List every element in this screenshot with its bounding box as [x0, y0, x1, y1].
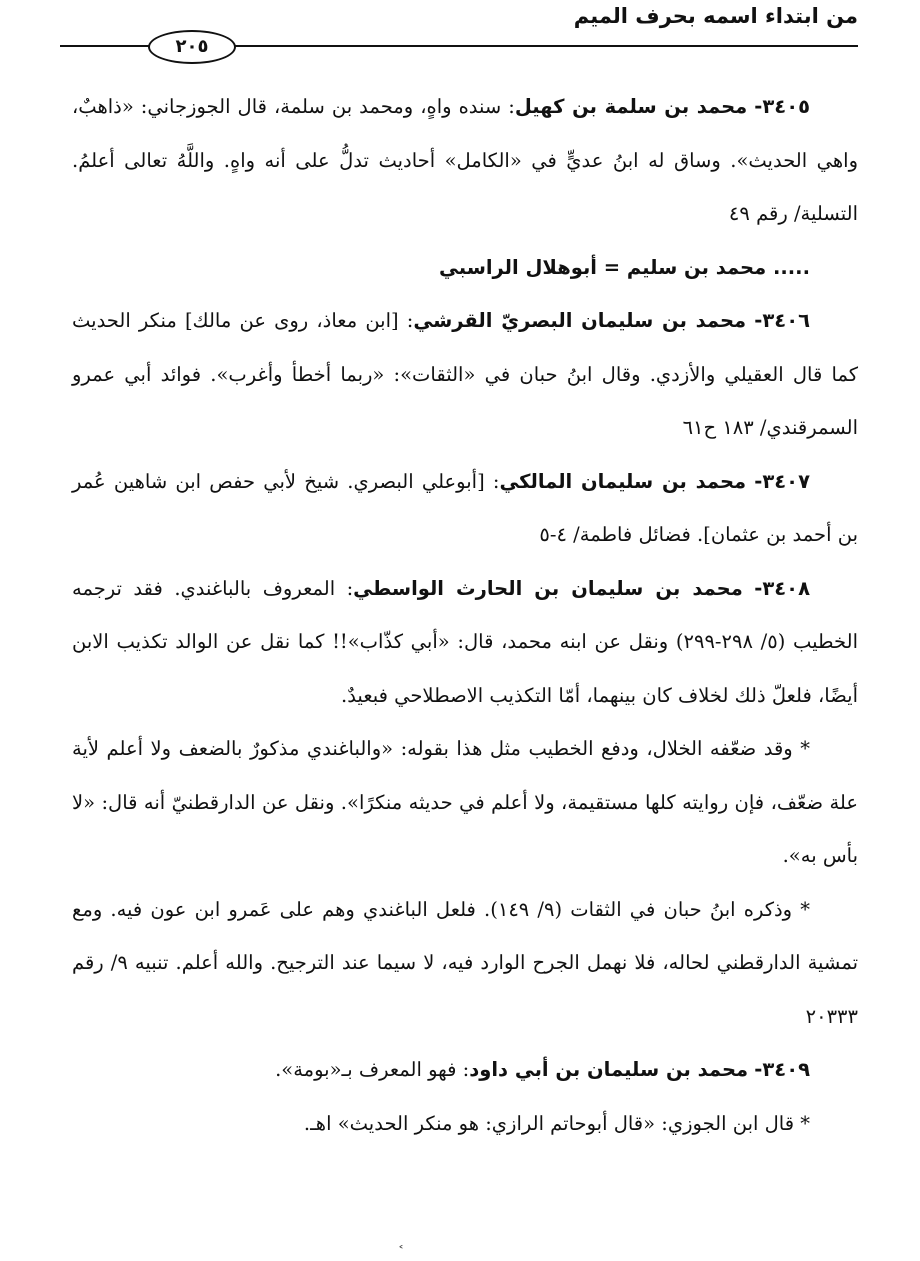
- running-title: من ابتداء اسمه بحرف الميم: [573, 4, 858, 28]
- entry-name: محمد بن سليمان بن الحارث الواسطي: [353, 576, 743, 600]
- entry-text: : [ابن معاذ، روى عن مالك] منكر الحديث كما قال العقيلي والأزدي. وقال ابنُ حبان في «الثقات»: «ربما أخطأ وأغرب». فوائد أبي عمرو السمرقندي/ ١٨٣ ح٦١: [72, 309, 858, 439]
- entry-number: ٣٤٠٧-: [754, 469, 810, 493]
- stray-mark: ˂: [398, 1244, 404, 1258]
- entry-3406: [72, 294, 858, 455]
- note-paragraph: * وذكره ابنُ حبان في الثقات (٩/ ١٤٩). فلعل الباغندي وهم على عَمرو ابن عون فيه. ومع تمشية الدارقطني لحاله، فلا نهمل الجرح الوارد فيه، لا سيما عند الترجيح. والله أعلم. تنبيه ٩/ رقم ٢٠٣٣٣: [72, 897, 859, 1028]
- entry-name: محمد بن سلمة بن كهيل: [514, 95, 748, 118]
- page-header: [60, 0, 858, 80]
- page-body: [72, 80, 858, 1150]
- cross-reference: ..... محمد بن سليم = أبوهلال الراسبي: [439, 255, 810, 279]
- entry-text: : سنده واهٍ، ومحمد بن سلمة، قال الجوزجاني: «ذاهبٌ، واهي الحديث». وساق له ابنُ عديٍّ في «الكامل» أحاديث تدلُّ على أنه واهٍ. واللَّهُ تعالى أعلمُ. التسلية/ رقم ٤٩: [72, 95, 858, 225]
- note-paragraph: * قال ابن الجوزي: «قال أبوحاتم الرازي: هو منكر الحديث» اهـ.: [303, 1111, 810, 1135]
- entry-3408: [72, 562, 858, 723]
- entry-name: محمد بن سليمان بن أبي داود: [469, 1058, 749, 1081]
- entry-3409: [72, 1043, 858, 1097]
- entry-number: ٣٤٠٥-: [754, 95, 810, 118]
- note-paragraph: * وقد ضعّفه الخلال، ودفع الخطيب مثل هذا بقوله: «والباغندي مذكورٌ بالضعف ولا أعلم لأية علة ضعّف، فإن روايته كلها مستقيمة، ولا أعلم في حديثه منكرًا». ونقل عن الدارقطنيّ أنه قال: «لا بأس به».: [72, 737, 858, 867]
- entry-number: ٣٤٠٩-: [754, 1058, 810, 1081]
- entry-number: ٣٤٠٨-: [754, 576, 810, 600]
- page-number: ٢٠٥: [148, 30, 236, 64]
- entry-name: محمد بن سليمان المالكي: [499, 469, 747, 493]
- entry-number: ٣٤٠٦-: [754, 309, 810, 332]
- entry-text: : المعروف بالباغندي. فقد ترجمه الخطيب (٥/ ٢٩٨-٢٩٩) ونقل عن ابنه محمد، قال: «أبي كذّاب»!! كما نقل عن الوالد تكذيب الابن أيضًا، فلعلّ ذلك لخلاف كان بينهما، أمّا التكذيب الاصطلاحي فبعيدٌ.: [72, 576, 858, 707]
- entry-3405: [72, 80, 858, 241]
- entry-name: محمد بن سليمان البصريّ القرشي: [413, 309, 747, 332]
- entry-text: : فهو المعرف بـ«بومة».: [275, 1058, 470, 1081]
- entry-text: : [أبوعلي البصري. شيخ لأبي حفص ابن شاهين عُمر بن أحمد بن عثمان]. فضائل فاطمة/ ٤-٥: [72, 469, 858, 546]
- entry-3407: [72, 455, 858, 562]
